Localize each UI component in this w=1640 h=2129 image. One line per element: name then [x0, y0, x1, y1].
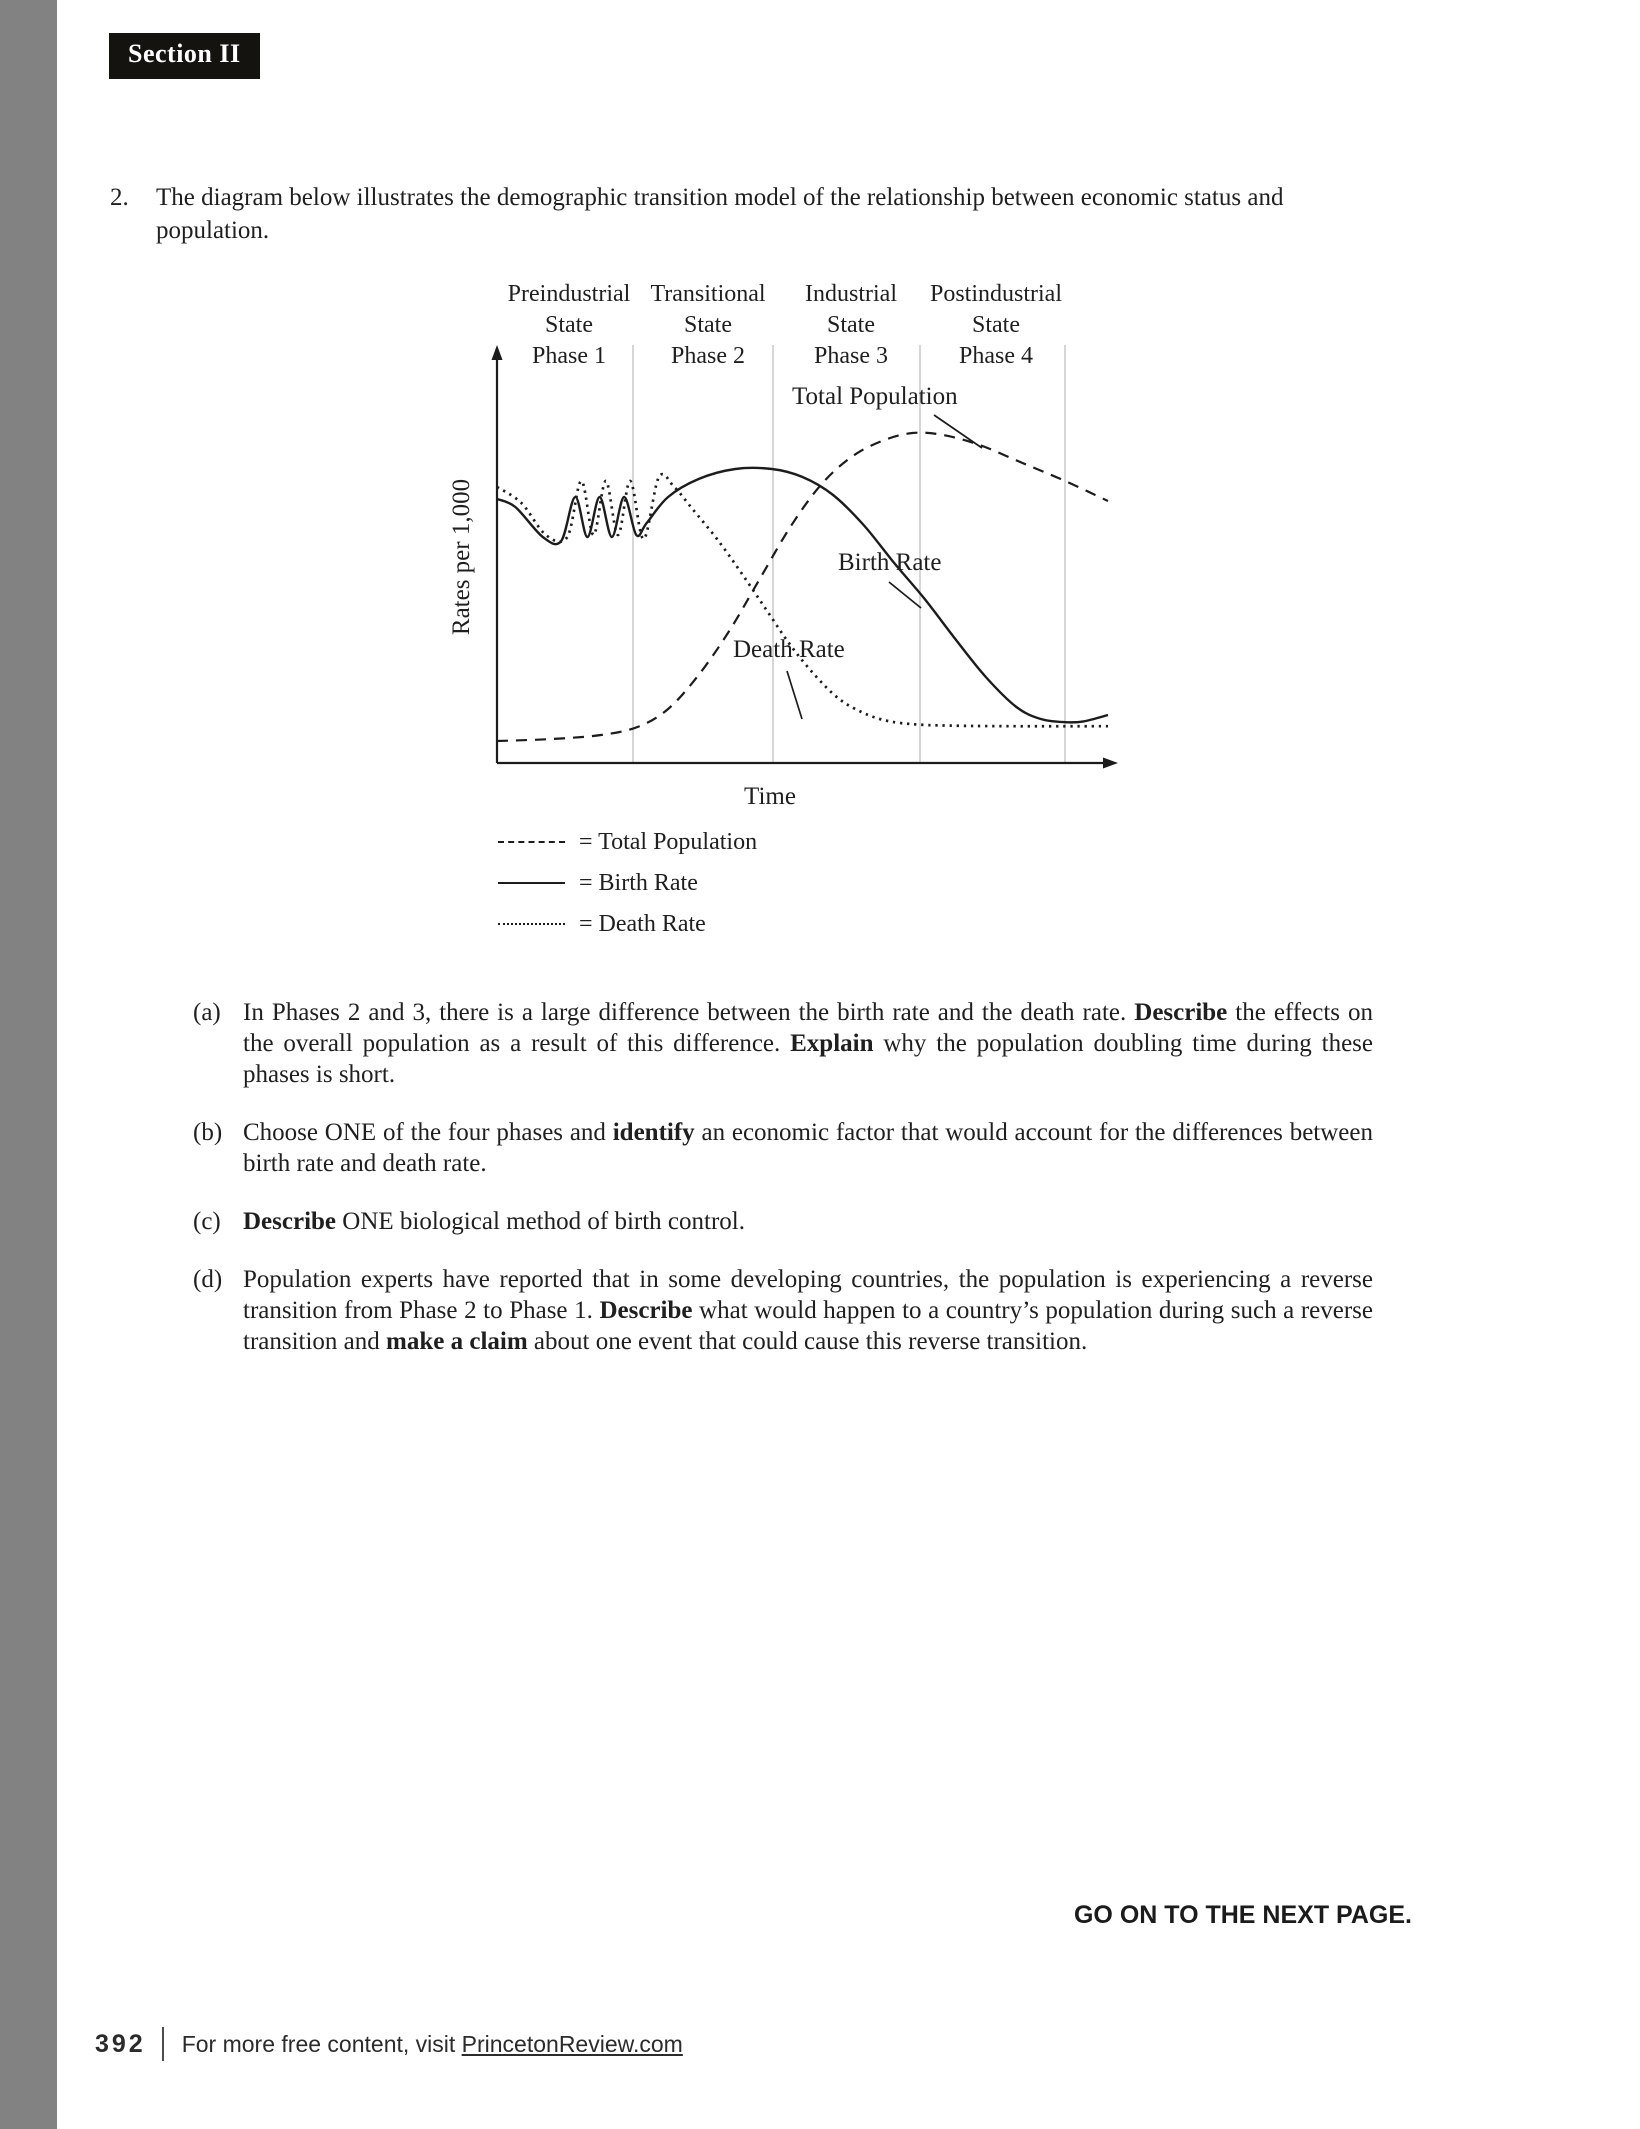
- data-curves: [497, 433, 1108, 741]
- page-number: 392: [95, 2029, 146, 2058]
- question-text: Choose ONE of the four phases and identify an economic factor that would account for the differences between birth rate and death rate.: [243, 1119, 1373, 1177]
- question-label: (b): [193, 1119, 223, 1146]
- total-population-curve: [497, 433, 1108, 741]
- dashed-line-sample: [498, 841, 565, 843]
- legend-item-birth-rate: = Birth Rate: [498, 869, 757, 897]
- question-label: (d): [193, 1266, 223, 1293]
- death-rate-curve: [497, 474, 1108, 726]
- footer-text: For more free content, visit: [181, 2030, 462, 2057]
- legend-item-death-rate: = Death Rate: [498, 910, 757, 938]
- question-label: (a): [193, 999, 221, 1026]
- page-gutter: [0, 0, 57, 2129]
- question-item: [193, 997, 1375, 1090]
- phase-2-header: Transitional State Phase 2: [650, 281, 766, 369]
- question-text: Describe ONE biological method of birth control.: [243, 1208, 745, 1235]
- birth-rate-leader-line: [889, 582, 921, 608]
- question-item: [193, 1117, 1375, 1179]
- y-axis-arrow: [492, 345, 503, 360]
- phase-4-header: Postindustrial State Phase 4: [929, 281, 1062, 369]
- birth-rate-annotation: Birth Rate: [838, 549, 942, 576]
- y-axis-label: Rates per 1,000: [448, 478, 475, 636]
- total-population-annotation: Total Population: [792, 383, 958, 410]
- questions-list: [193, 997, 1375, 1384]
- birth-rate-curve: [497, 468, 1108, 723]
- total-population-leader-line: [934, 415, 982, 448]
- demographic-transition-diagram: [440, 275, 1140, 975]
- footer-divider: [162, 2027, 164, 2061]
- question-item: [193, 1264, 1375, 1357]
- question-number: 2.: [110, 184, 129, 211]
- plot-canvas: [440, 275, 1140, 775]
- x-axis-label: Time: [744, 783, 796, 810]
- dotted-line-sample: [498, 923, 565, 925]
- phase-1-header: Preindustrial State Phase 1: [507, 281, 631, 369]
- question-label: (c): [193, 1208, 221, 1235]
- death-rate-annotation: Death Rate: [733, 636, 845, 663]
- section-badge: Section II: [109, 33, 260, 79]
- chart-legend: [498, 828, 757, 951]
- legend-item-total-population: = Total Population: [498, 828, 757, 856]
- question-intro: [110, 181, 1380, 247]
- question-text: In Phases 2 and 3, there is a large difference between the birth rate and the death rate. Describe the effects on the overall population as a result of this difference. Explain why the population doubling time during these phases is short.: [243, 999, 1373, 1088]
- question-item: [193, 1206, 1375, 1237]
- question-text: Population experts have reported that in some developing countries, the population is experiencing a reverse transition from Phase 2 to Phase 1. Describe what would happen to a country’s population during such a reverse transition and make a claim about one event that could cause this reverse transition.: [243, 1266, 1373, 1355]
- go-on-instruction: GO ON TO THE NEXT PAGE.: [1073, 1901, 1412, 1929]
- question-intro-text: The diagram below illustrates the demographic transition model of the relationship between economic status and population.: [156, 184, 1284, 244]
- page-footer: [95, 2027, 683, 2061]
- footer-link[interactable]: PrincetonReview.com: [461, 2030, 683, 2057]
- death-rate-leader-line: [787, 671, 802, 719]
- x-axis-arrow: [1103, 758, 1118, 769]
- phase-3-header: Industrial State Phase 3: [805, 281, 897, 369]
- solid-line-sample: [498, 882, 565, 884]
